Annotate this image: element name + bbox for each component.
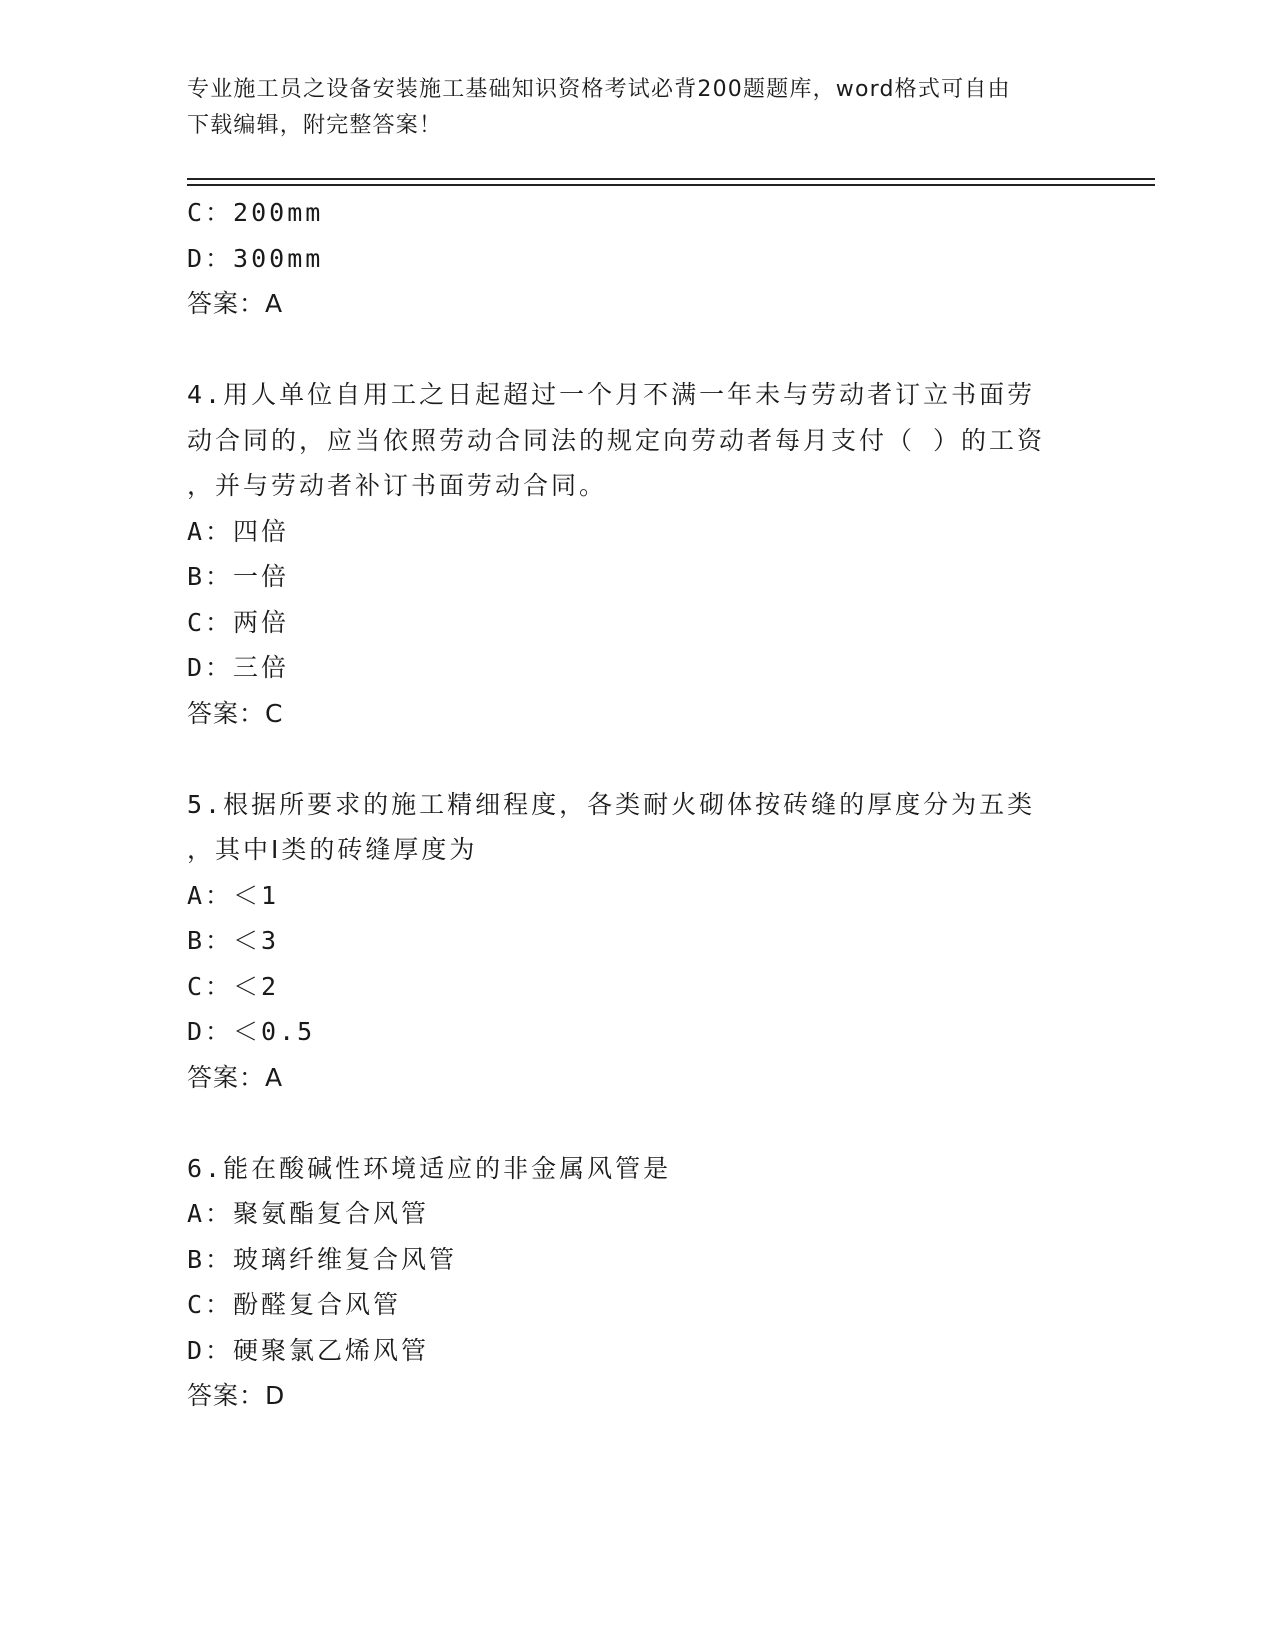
option-a: A：聚氨酯复合风管 (187, 1199, 430, 1228)
answer: 答案：C (187, 698, 284, 728)
question-text-line: 5.根据所要求的施工精细程度，各类耐火砌体按砖缝的厚度分为五类 (187, 789, 1036, 819)
answer: 答案：A (187, 289, 284, 318)
option-b: B：＜3 (187, 926, 280, 955)
option-c: C：200mm (187, 198, 324, 227)
spacer (187, 1100, 1087, 1146)
spacer (187, 736, 1087, 782)
option-a: A：四倍 (187, 516, 290, 546)
question-6 (187, 1146, 1087, 1419)
option-a: A：＜1 (187, 880, 280, 910)
option-c: C：两倍 (187, 607, 290, 637)
option-d: D：＜0.5 (187, 1017, 316, 1046)
question-text-line: ，并与劳动者补订书面劳动合同。 (187, 471, 608, 500)
option-d: D：300mm (187, 243, 324, 273)
option-b: B：一倍 (187, 562, 290, 591)
question-text-line: 4.用人单位自用工之日起超过一个月不满一年未与劳动者订立书面劳 (187, 380, 1036, 409)
answer: 答案：D (187, 1381, 286, 1410)
question-text-line: 6.能在酸碱性环境适应的非金属风管是 (187, 1153, 672, 1183)
question-3 (187, 190, 1087, 327)
header-title-line-2: 下载编辑，附完整答案！ (187, 113, 443, 138)
option-c: C：酚醛复合风管 (187, 1290, 402, 1319)
option-d: D：硬聚氯乙烯风管 (187, 1335, 430, 1365)
option-c: C：＜2 (187, 971, 280, 1001)
question-5 (187, 782, 1087, 1101)
option-b: B：玻璃纤维复合风管 (187, 1244, 458, 1274)
header-rule-top (187, 178, 1155, 180)
header-title-line-1: 专业施工员之设备安装施工基础知识资格考试必背200题题库，word格式可自由 (187, 77, 1011, 102)
spacer (187, 327, 1087, 373)
answer: 答案：A (187, 1062, 284, 1092)
question-list (187, 190, 1087, 1419)
document-header (187, 72, 1087, 144)
option-d: D：三倍 (187, 653, 290, 682)
header-rule-bottom (187, 184, 1155, 186)
question-text-line: ，其中Ⅰ类的砖缝厚度为 (187, 835, 478, 864)
question-text-line: 动合同的，应当依照劳动合同法的规定向劳动者每月支付（ ）的工资 (187, 425, 1046, 455)
question-4 (187, 372, 1087, 736)
